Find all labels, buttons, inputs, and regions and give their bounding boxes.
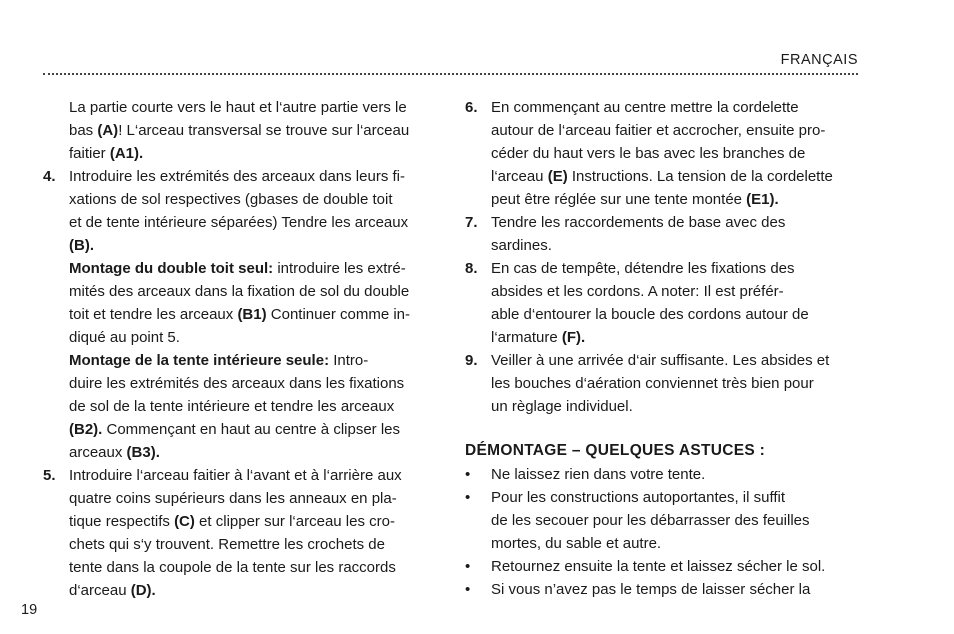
- bold-text: (B).: [69, 237, 94, 254]
- bold-text: (C): [174, 513, 195, 530]
- section-heading: DÉMONTAGE – QUELQUES ASTUCES :: [465, 442, 766, 459]
- text-line: [69, 280, 438, 303]
- text-line: de les secouer pour les débarrasser des feuilles: [491, 512, 810, 529]
- text-segment: mités des arceaux dans la fixation de sol du double: [69, 283, 410, 300]
- item-number: 7.: [465, 214, 478, 231]
- bold-text: (E1).: [746, 191, 779, 208]
- text-line: [69, 303, 438, 326]
- text-line: [491, 326, 860, 349]
- text-segment: céder du haut vers le bas avec les branches de: [491, 145, 806, 162]
- text-line: [69, 487, 438, 510]
- text-segment: duire les extrémités des arceaux dans les fixations: [69, 375, 405, 392]
- text-segment: Commençant en haut au centre à clipser les: [102, 421, 400, 438]
- text-segment: de sol de la tente intérieure et tendre les arceaux: [69, 398, 395, 415]
- text-line: Pour les constructions autoportantes, il suffit: [491, 489, 786, 506]
- bold-text: (B3).: [126, 444, 160, 461]
- text-line: [69, 257, 438, 280]
- text-line: [69, 142, 438, 165]
- bold-text: Montage du double toit seul:: [69, 260, 274, 277]
- text-segment: able d‘entourer la boucle des cordons autour de: [491, 306, 809, 323]
- text-line: [69, 211, 438, 234]
- text-segment: chets qui s‘y trouvent. Remettre les crochets de: [69, 536, 385, 553]
- text-line: [69, 165, 438, 188]
- text-segment: tente dans la coupole de la tente sur les raccords: [69, 559, 396, 576]
- text-line: [491, 395, 860, 418]
- page-number: 19: [21, 602, 38, 618]
- text-line: [69, 441, 438, 464]
- text-line: [491, 349, 860, 372]
- item-number: 8.: [465, 260, 478, 277]
- text-segment: toit et tendre les arceaux: [69, 306, 238, 323]
- text-segment: bas: [69, 122, 98, 139]
- text-segment: Continuer comme in-: [266, 306, 410, 323]
- text-segment: Intro-: [329, 352, 369, 369]
- tips-list: [465, 463, 860, 601]
- text-segment: tique respectifs: [69, 513, 175, 530]
- bullet-item: [465, 555, 860, 578]
- item-continuation: [43, 96, 438, 165]
- text-line: [69, 418, 438, 441]
- item-number: 9.: [465, 352, 478, 369]
- text-segment: les bouches d‘aération conviennet très bien pour: [491, 375, 814, 392]
- bold-text: (B1): [237, 306, 267, 323]
- text-segment: La partie courte vers le haut et l‘autre partie vers le: [69, 99, 407, 116]
- text-segment: Introduire les extrémités des arceaux dans leurs fi-: [69, 168, 405, 185]
- text-line: [491, 96, 860, 119]
- text-segment: En cas de tempête, détendre les fixations des: [491, 260, 795, 277]
- text-segment: Instructions. La tension de la cordelette: [567, 168, 833, 185]
- text-line: [491, 165, 860, 188]
- instruction-item-5: [43, 464, 438, 602]
- text-line: [69, 349, 438, 372]
- bold-text: (A): [97, 122, 119, 139]
- text-line: [69, 96, 438, 119]
- instruction-item-6: [465, 96, 860, 211]
- text-segment: Tendre les raccordements de base avec des: [491, 214, 786, 231]
- text-line: [491, 234, 860, 257]
- text-segment: l‘armature: [491, 329, 562, 346]
- text-segment: diqué au point 5.: [69, 329, 180, 346]
- bold-text: (D).: [130, 582, 156, 599]
- text-segment: En commençant au centre mettre la cordelette: [491, 99, 799, 116]
- bold-text: (B2).: [69, 421, 103, 438]
- text-line: [69, 556, 438, 579]
- bullet-item: [465, 578, 860, 601]
- text-line: [69, 326, 438, 349]
- left-column: [43, 96, 438, 602]
- text-line: [69, 510, 438, 533]
- text-segment: absides et les cordons. A noter: Il est préfér-: [491, 283, 784, 300]
- instruction-item-8: [465, 257, 860, 349]
- text-segment: l‘arceau: [491, 168, 548, 185]
- text-segment: d‘arceau: [69, 582, 131, 599]
- text-segment: et clipper sur l‘arceau les cro-: [194, 513, 395, 530]
- dotted-divider: [43, 73, 858, 75]
- text-line: [69, 372, 438, 395]
- bold-text: (A1).: [109, 145, 144, 162]
- bullet-icon: •: [465, 489, 471, 506]
- text-line: [491, 257, 860, 280]
- text-segment: et de tente intérieure séparées) Tendre les arceaux: [69, 214, 409, 231]
- text-line: [491, 119, 860, 142]
- text-line: [69, 395, 438, 418]
- text-line: Ne laissez rien dans votre tente.: [491, 466, 706, 483]
- bullet-icon: •: [465, 466, 471, 483]
- text-line: [491, 303, 860, 326]
- text-segment: xations de sol respectives (gbases de double toit: [69, 191, 393, 208]
- bullet-icon: •: [465, 581, 471, 598]
- text-line: [69, 119, 438, 142]
- text-line: [491, 211, 860, 234]
- subsection-inner-tent: [69, 349, 438, 464]
- text-segment: arceaux: [69, 444, 127, 461]
- text-segment: un règlage individuel.: [491, 398, 633, 415]
- text-segment: quatre coins supérieurs dans les anneaux en pla-: [69, 490, 397, 507]
- bullet-item: [465, 463, 860, 486]
- text-line: Retournez ensuite la tente et laissez sécher le sol.: [491, 558, 826, 575]
- text-segment: faitier: [69, 145, 110, 162]
- instruction-item-7: [465, 211, 860, 257]
- text-line: [491, 142, 860, 165]
- bold-text: Montage de la tente intérieure seule:: [69, 352, 330, 369]
- text-line: [69, 579, 438, 602]
- text-segment: Veiller à une arrivée d‘air suffisante. Les absides et: [491, 352, 830, 369]
- item-number: 6.: [465, 99, 478, 116]
- text-line: [491, 372, 860, 395]
- instruction-item-4: [43, 165, 438, 464]
- text-line: [69, 464, 438, 487]
- text-segment: introduire les extré-: [273, 260, 406, 277]
- bold-text: (E): [547, 168, 568, 185]
- item-number: 5.: [43, 467, 56, 484]
- bullet-item: [465, 486, 860, 555]
- text-line: mortes, du sable et autre.: [491, 535, 662, 552]
- text-segment: autour de l‘arceau faitier et accrocher, ensuite pro-: [491, 122, 826, 139]
- text-line: [491, 188, 860, 211]
- instruction-item-9: [465, 349, 860, 418]
- right-column: [465, 96, 860, 601]
- text-line: [69, 234, 438, 257]
- bullet-icon: •: [465, 558, 471, 575]
- text-segment: ! L‘arceau transversal se trouve sur l‘arceau: [118, 122, 410, 139]
- text-line: [491, 280, 860, 303]
- text-segment: Introduire l‘arceau faitier à l‘avant et à l‘arrière aux: [69, 467, 402, 484]
- text-segment: peut être réglée sur une tente montée: [491, 191, 747, 208]
- subsection-double-roof: [69, 257, 438, 349]
- text-line: Si vous n’avez pas le temps de laisser sécher la: [491, 581, 811, 598]
- text-segment: sardines.: [491, 237, 552, 254]
- section-language-label: FRANÇAIS: [780, 52, 858, 68]
- bold-text: (F).: [561, 329, 586, 346]
- item-number: 4.: [43, 168, 56, 185]
- text-line: [69, 533, 438, 556]
- text-line: [69, 188, 438, 211]
